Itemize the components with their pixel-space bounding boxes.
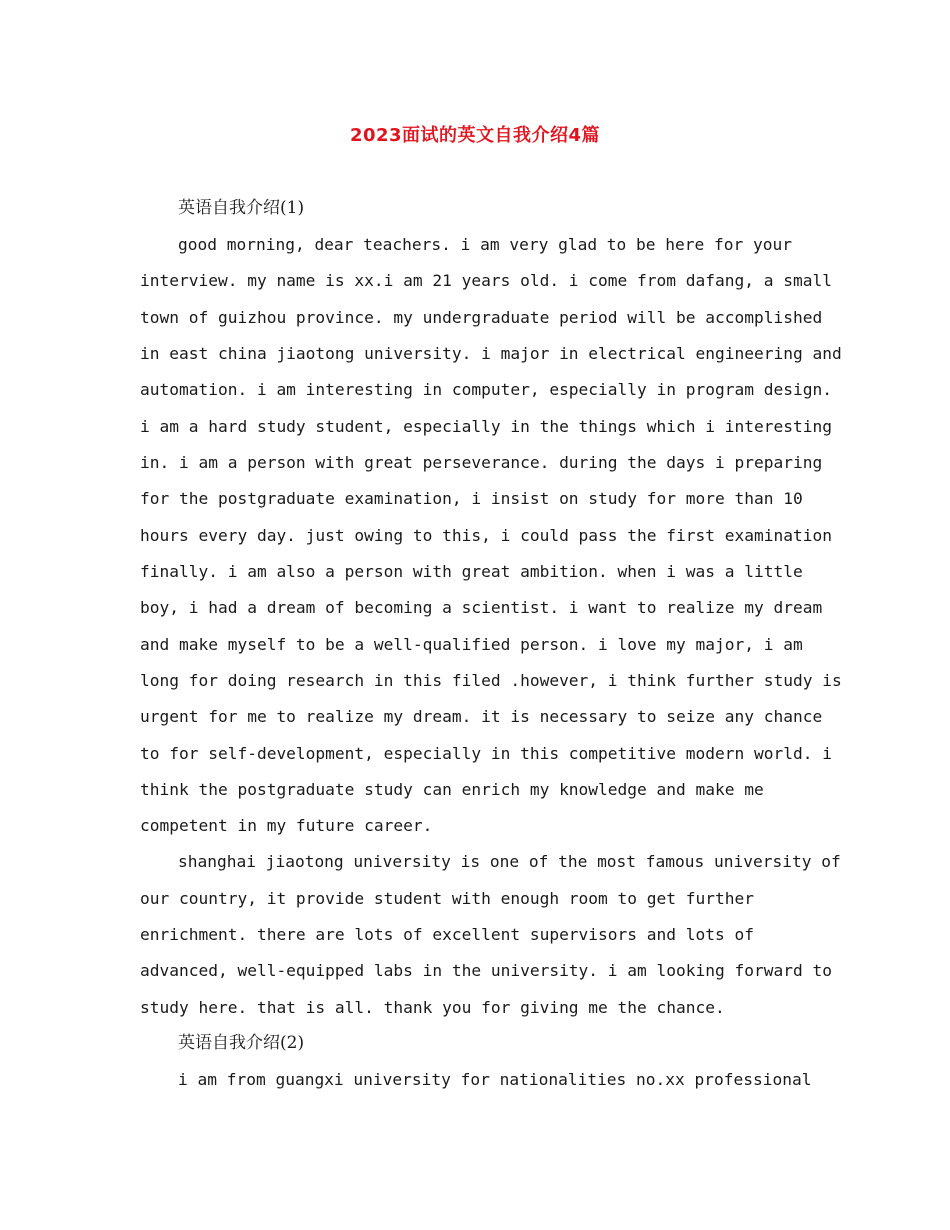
paragraph-line: i am from guangxi university for nationalities no.xx professional: [178, 1070, 812, 1089]
paragraph-line: interview. my name is xx.i am 21 years old. i come from dafang, a small: [140, 271, 832, 290]
paragraph-line: shanghai jiaotong university is one of the most famous university of: [178, 852, 841, 871]
paragraph-line: and make myself to be a well-qualified person. i love my major, i am: [140, 635, 803, 654]
paragraph-line: our country, it provide student with enough room to get further: [140, 889, 754, 908]
paragraph-line: competent in my future career.: [140, 816, 433, 835]
paragraph-line: advanced, well-equipped labs in the university. i am looking forward to: [140, 961, 832, 980]
paragraph-line: for the postgraduate examination, i insist on study for more than 10: [140, 489, 803, 508]
paragraph-line: good morning, dear teachers. i am very glad to be here for your: [178, 235, 792, 254]
paragraph-line: i am a hard study student, especially in the things which i interesting: [140, 417, 832, 436]
paragraph-line: hours every day. just owing to this, i could pass the first examination: [140, 526, 832, 545]
paragraph-line: enrichment. there are lots of excellent supervisors and lots of: [140, 925, 754, 944]
paragraph-line: urgent for me to realize my dream. it is necessary to seize any chance: [140, 707, 823, 726]
paragraph-line: think the postgraduate study can enrich my knowledge and make me: [140, 780, 764, 799]
paragraph-line: study here. that is all. thank you for giving me the chance.: [140, 998, 725, 1017]
paragraph-line: finally. i am also a person with great ambition. when i was a little: [140, 562, 803, 581]
section-heading-1: 英语自我介绍(1): [178, 198, 305, 218]
paragraph-line: town of guizhou province. my undergraduate period will be accomplished: [140, 308, 823, 327]
paragraph-line: boy, i had a dream of becoming a scientist. i want to realize my dream: [140, 598, 823, 617]
paragraph-line: in east china jiaotong university. i major in electrical engineering and: [140, 344, 842, 363]
paragraph-line: to for self-development, especially in this competitive modern world. i: [140, 744, 832, 763]
paragraph-line: long for doing research in this filed .however, i think further study is: [140, 671, 842, 690]
document-title: 2023面试的英文自我介绍4篇: [349, 125, 601, 146]
section-heading-2: 英语自我介绍(2): [178, 1033, 305, 1053]
paragraph-line: in. i am a person with great perseverance. during the days i preparing: [140, 453, 823, 472]
paragraph-line: automation. i am interesting in computer, especially in program design.: [140, 380, 832, 399]
